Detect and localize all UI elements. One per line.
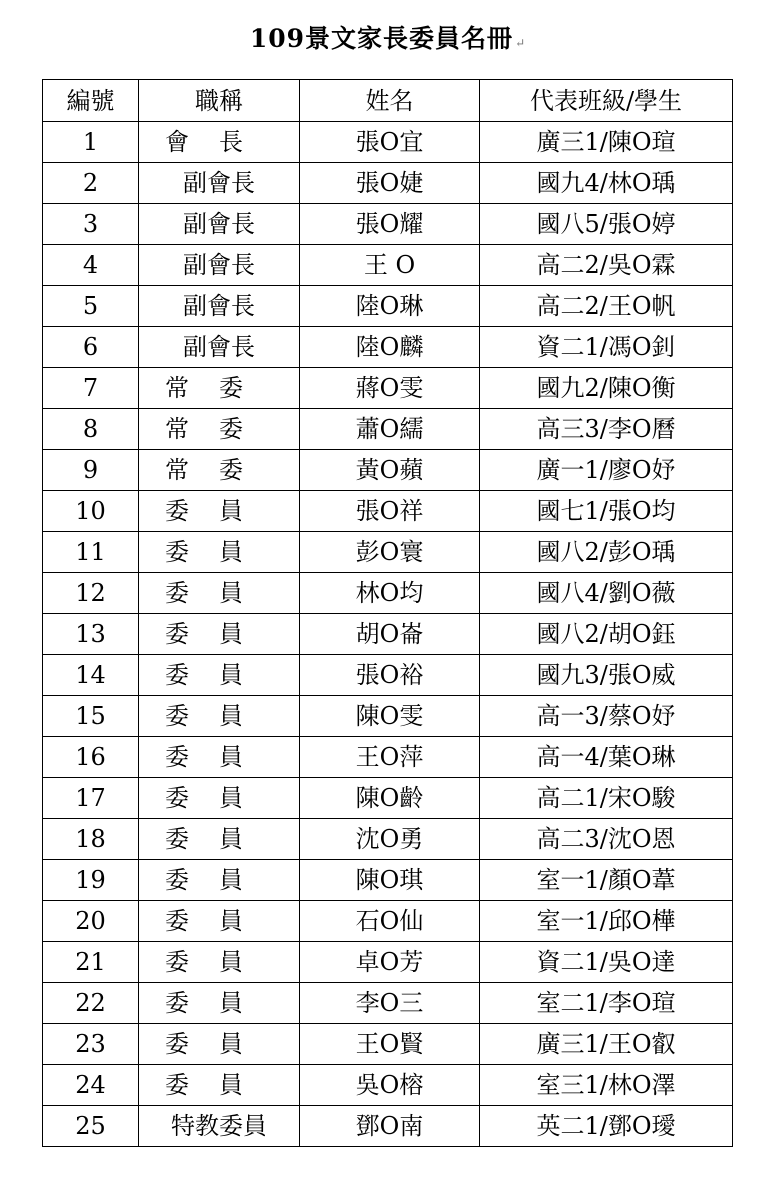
table-row — [43, 245, 733, 286]
table-row — [43, 491, 733, 532]
table-row — [43, 614, 733, 655]
member-position-cell: 副會長 — [139, 327, 300, 368]
member-position-cell: 副會長 — [139, 163, 300, 204]
member-class-student-cell: 高一3/蔡O妤 — [480, 696, 733, 737]
member-class-student-cell: 高二3/沈O恩 — [480, 819, 733, 860]
member-class-student-cell: 室三1/林O澤 — [480, 1065, 733, 1106]
member-class-student-cell: 室一1/邱O樺 — [480, 901, 733, 942]
member-number-cell: 10 — [43, 491, 139, 532]
member-number-cell: 22 — [43, 983, 139, 1024]
member-name-cell: 黃O蘋 — [300, 450, 480, 491]
member-position-cell: 委員 — [139, 901, 300, 942]
member-position-cell: 委員 — [139, 942, 300, 983]
member-name-cell: 卓O芳 — [300, 942, 480, 983]
member-name-cell: 王O萍 — [300, 737, 480, 778]
member-class-student-cell: 國九4/林O瑀 — [480, 163, 733, 204]
member-class-student-cell: 國八4/劉O薇 — [480, 573, 733, 614]
member-position-cell: 委員 — [139, 614, 300, 655]
member-class-student-cell: 資二1/馮O釗 — [480, 327, 733, 368]
committee-roster-table — [42, 79, 733, 1147]
member-class-student-cell: 國八2/胡O鈺 — [480, 614, 733, 655]
member-number-cell: 18 — [43, 819, 139, 860]
table-row — [43, 655, 733, 696]
member-class-student-cell: 室一1/顏O葦 — [480, 860, 733, 901]
member-number-cell: 24 — [43, 1065, 139, 1106]
member-class-student-cell: 高二1/宋O駿 — [480, 778, 733, 819]
table-row — [43, 286, 733, 327]
member-name-cell: 蔣O雯 — [300, 368, 480, 409]
member-name-cell: 陳O雯 — [300, 696, 480, 737]
member-name-cell: 陸O麟 — [300, 327, 480, 368]
member-position-cell: 委員 — [139, 737, 300, 778]
member-number-cell: 12 — [43, 573, 139, 614]
member-class-student-cell: 國七1/張O均 — [480, 491, 733, 532]
member-position-cell: 特教委員 — [139, 1106, 300, 1147]
member-number-cell: 11 — [43, 532, 139, 573]
table-row — [43, 409, 733, 450]
header-position: 職稱 — [139, 80, 300, 122]
member-number-cell: 17 — [43, 778, 139, 819]
member-number-cell: 14 — [43, 655, 139, 696]
member-name-cell: 陳O琪 — [300, 860, 480, 901]
member-position-cell: 委員 — [139, 655, 300, 696]
member-class-student-cell: 國九2/陳O衡 — [480, 368, 733, 409]
member-name-cell: 蕭O繻 — [300, 409, 480, 450]
member-name-cell: 胡O崙 — [300, 614, 480, 655]
member-name-cell: 石O仙 — [300, 901, 480, 942]
member-name-cell: 陳O齡 — [300, 778, 480, 819]
member-position-cell: 委員 — [139, 860, 300, 901]
member-name-cell: 陸O琳 — [300, 286, 480, 327]
member-position-cell: 副會長 — [139, 204, 300, 245]
table-row — [43, 368, 733, 409]
member-class-student-cell: 廣一1/廖O妤 — [480, 450, 733, 491]
member-position-cell: 委員 — [139, 532, 300, 573]
member-number-cell: 8 — [43, 409, 139, 450]
member-class-student-cell: 室二1/李O瑄 — [480, 983, 733, 1024]
table-row — [43, 163, 733, 204]
member-number-cell: 6 — [43, 327, 139, 368]
member-class-student-cell: 高一4/葉O琳 — [480, 737, 733, 778]
member-number-cell: 15 — [43, 696, 139, 737]
table-row — [43, 983, 733, 1024]
table-row — [43, 532, 733, 573]
member-name-cell: 王 O — [300, 245, 480, 286]
table-row — [43, 1065, 733, 1106]
member-position-cell: 委員 — [139, 1065, 300, 1106]
member-position-cell: 副會長 — [139, 245, 300, 286]
member-name-cell: 張O耀 — [300, 204, 480, 245]
table-row — [43, 737, 733, 778]
header-name: 姓名 — [300, 80, 480, 122]
member-number-cell: 5 — [43, 286, 139, 327]
member-number-cell: 16 — [43, 737, 139, 778]
member-name-cell: 李O三 — [300, 983, 480, 1024]
member-position-cell: 會長 — [139, 122, 300, 163]
member-class-student-cell: 高三3/李O曆 — [480, 409, 733, 450]
member-number-cell: 2 — [43, 163, 139, 204]
table-row — [43, 204, 733, 245]
member-class-student-cell: 高二2/王O帆 — [480, 286, 733, 327]
member-class-student-cell: 廣三1/王O叡 — [480, 1024, 733, 1065]
table-row — [43, 573, 733, 614]
member-name-cell: 張O裕 — [300, 655, 480, 696]
header-class-student: 代表班級/學生 — [480, 80, 733, 122]
member-class-student-cell: 資二1/吳O達 — [480, 942, 733, 983]
member-name-cell: 張O婕 — [300, 163, 480, 204]
member-class-student-cell: 國八2/彭O瑀 — [480, 532, 733, 573]
member-name-cell: 沈O勇 — [300, 819, 480, 860]
member-position-cell: 委員 — [139, 1024, 300, 1065]
member-position-cell: 委員 — [139, 778, 300, 819]
member-class-student-cell: 國九3/張O威 — [480, 655, 733, 696]
paragraph-mark-icon: ↵ — [515, 36, 527, 50]
member-number-cell: 25 — [43, 1106, 139, 1147]
member-position-cell: 委員 — [139, 491, 300, 532]
member-number-cell: 9 — [43, 450, 139, 491]
member-position-cell: 委員 — [139, 983, 300, 1024]
table-row — [43, 901, 733, 942]
table-row — [43, 327, 733, 368]
member-number-cell: 7 — [43, 368, 139, 409]
member-position-cell: 常委 — [139, 368, 300, 409]
table-row — [43, 1106, 733, 1147]
table-row — [43, 696, 733, 737]
table-row — [43, 122, 733, 163]
member-position-cell: 副會長 — [139, 286, 300, 327]
member-name-cell: 林O均 — [300, 573, 480, 614]
header-number: 編號 — [43, 80, 139, 122]
member-name-cell: 張O祥 — [300, 491, 480, 532]
page-title-text: 109景文家長委員名冊 — [249, 24, 514, 53]
member-position-cell: 委員 — [139, 573, 300, 614]
member-name-cell: 王O賢 — [300, 1024, 480, 1065]
table-row — [43, 860, 733, 901]
member-class-student-cell: 高二2/吳O霖 — [480, 245, 733, 286]
member-class-student-cell: 廣三1/陳O瑄 — [480, 122, 733, 163]
member-name-cell: 吳O榕 — [300, 1065, 480, 1106]
table-header-row — [43, 80, 733, 122]
member-number-cell: 21 — [43, 942, 139, 983]
table-row — [43, 819, 733, 860]
member-name-cell: 張O宜 — [300, 122, 480, 163]
table-body — [43, 122, 733, 1147]
member-number-cell: 1 — [43, 122, 139, 163]
table-row — [43, 778, 733, 819]
page-title — [0, 22, 776, 60]
member-number-cell: 4 — [43, 245, 139, 286]
member-position-cell: 委員 — [139, 819, 300, 860]
member-name-cell: 鄧O南 — [300, 1106, 480, 1147]
table-row — [43, 450, 733, 491]
table-row — [43, 942, 733, 983]
table-row — [43, 1024, 733, 1065]
member-position-cell: 常委 — [139, 450, 300, 491]
member-class-student-cell: 國八5/張O婷 — [480, 204, 733, 245]
member-number-cell: 19 — [43, 860, 139, 901]
member-number-cell: 20 — [43, 901, 139, 942]
member-number-cell: 23 — [43, 1024, 139, 1065]
member-number-cell: 13 — [43, 614, 139, 655]
member-number-cell: 3 — [43, 204, 139, 245]
member-position-cell: 常委 — [139, 409, 300, 450]
member-name-cell: 彭O寰 — [300, 532, 480, 573]
member-position-cell: 委員 — [139, 696, 300, 737]
member-class-student-cell: 英二1/鄧O璦 — [480, 1106, 733, 1147]
